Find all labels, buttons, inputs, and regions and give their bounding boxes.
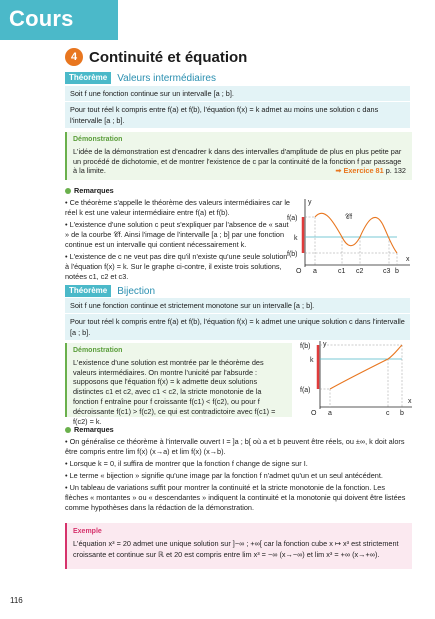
- demonstration-header: Démonstration: [73, 347, 123, 354]
- remarks-header: Remarques: [74, 186, 114, 195]
- theorem-statement-1: Soit f une fonction continue sur un intervalle [a ; b].: [70, 89, 234, 98]
- remark-item: • Le terme « bijection » signifie qu'une image par la fonction f n'admet qu'un et un seul antécédent.: [65, 471, 383, 480]
- graph2-axis-x: x: [408, 398, 412, 405]
- graph2-label-origin: O: [311, 410, 317, 417]
- theorem-badge: Théorème: [65, 72, 111, 84]
- theorem-heading: [65, 72, 216, 84]
- graph2-label-fb: f(b): [300, 343, 311, 350]
- remark-item: • Ce théorème s'appelle le théorème des valeurs intermédiaires car le réel k est une valeur intermédiaire entre f(a) et f(b).: [65, 198, 290, 217]
- theorem-badge: Théorème: [65, 285, 111, 297]
- demonstration-text: L'idée de la démonstration est d'encadrer k dans des intervalles d'amplitude de plus en plus petite par un procédé de dichotomie, et de montrer l'existence de c par la continuité de la fonction f par passage à la limite.: [73, 146, 402, 176]
- graph1-axis-y: y: [308, 199, 312, 206]
- graph1-label-c2: c2: [356, 268, 364, 275]
- theorem-name: Bijection: [117, 285, 156, 297]
- theorem-statement-1: Soit f une fonction continue et strictement monotone sur un intervalle [a ; b].: [70, 301, 315, 310]
- graph2-label-a: a: [328, 410, 332, 417]
- remark-item: • Lorsque k = 0, il suffira de montrer que la fonction f change de signe sur I.: [65, 459, 308, 468]
- page-number: 116: [10, 596, 23, 605]
- example-box: [65, 523, 412, 569]
- graph1-label-fb: f(b): [287, 251, 298, 258]
- graph2-label-k: k: [310, 357, 314, 364]
- theorem-statement-2: Pour tout réel k compris entre f(a) et f(b), l'équation f(x) = k admet au moins une solution c dans l'intervalle [a ; b].: [65, 101, 410, 128]
- chapter-title: Continuité et équation: [89, 48, 248, 66]
- graph1-curve-label: 𝒞f: [345, 214, 353, 221]
- theorem-statement-2: Pour tout réel k compris entre f(a) et f(b), l'équation f(x) = k admet une unique solution c dans l'intervalle [a ; b].: [65, 313, 410, 340]
- graph1-axis-x: x: [406, 256, 410, 263]
- exercise-label: Exercice 81: [343, 166, 384, 176]
- graph2-label-b: b: [400, 410, 404, 417]
- remarks-section: [65, 186, 290, 282]
- remark-item: • Un tableau de variations suffit pour montrer la continuité et la stricte monotonie de la fonction. Les flèches « montantes » ou « descendantes » indiquent la continuité et la monotonie qui doivent être listées comme hypothèses dans la rédaction de la démonstration.: [65, 483, 406, 512]
- graph-intermediate-values: [285, 195, 415, 275]
- banner-label: Cours: [9, 6, 74, 31]
- demonstration-box: [65, 343, 292, 426]
- remark-item: • On généralise ce théorème à l'intervalle ouvert I = ]a ; b[ où a et b peuvent être réels, ou ±∞, k doit alors être compris entre lim f(x) (x→a) et lim f(x) (x→b).: [65, 437, 405, 456]
- theorem-name: Valeurs intermédiaires: [117, 72, 216, 84]
- remarks-section: [65, 425, 410, 513]
- graph1-label-origin: O: [296, 268, 302, 275]
- exercise-link[interactable]: ➡ Exercice 81 p. 132: [335, 166, 406, 176]
- example-line-2: croissante et continue sur ℝ et 20 est compris entre lim x³ = −∞ (x→−∞) et lim x³ = +∞ (x→+∞).: [73, 550, 380, 559]
- theorem-heading: [65, 285, 155, 297]
- remark-item: • L'existence d'une solution c peut s'expliquer par l'absence de « saut » de la courbe 𝒞f. Ainsi l'image de l'intervalle [a ; b] par une fonction continue est un intervalle qui contient nécessairement k.: [65, 220, 289, 249]
- graph1-label-k: k: [294, 235, 298, 242]
- chapter-number: 4: [65, 48, 83, 66]
- remark-item: • L'existence de c ne veut pas dire qu'il n'existe qu'une seule solution à l'équation f(x) = k. Sur le graphe ci-contre, il existe trois solutions, notées c1, c2 et c3.: [65, 252, 288, 281]
- section-banner: [0, 0, 118, 40]
- arrow-circle-icon: [65, 427, 71, 433]
- demonstration-header: Démonstration: [73, 136, 123, 143]
- example-line-1: L'équation x³ = 20 admet une unique solution sur ]−∞ ; +∞[ car la fonction cube x ↦ x³ est strictement: [73, 539, 399, 548]
- exercise-page: p. 132: [385, 166, 406, 176]
- theorem-box: [65, 298, 410, 340]
- demonstration-text: L'existence d'une solution est montrée par le théorème des valeurs intermédiaires. On montre l'unicité par l'absurde : supposons que l'équation f(x) = k admette deux solutions distinctes c1 et c2, avec c1 < c2, la stricte monotonie de la fonction f entraîne pour f croissante f(c1) < f(c2), ou pour f décroissante f(c1) > f(c2), ce qui est contradictoire avec f(c1) = f(c2) = k.: [73, 357, 276, 426]
- graph2-axis-y: y: [323, 341, 327, 348]
- chapter-heading: [65, 48, 247, 66]
- graph-bijection: [298, 337, 416, 419]
- demonstration-box: [65, 132, 412, 180]
- graph1-label-a: a: [313, 268, 317, 275]
- graph1-label-b: b: [395, 268, 399, 275]
- graph1-label-c3: c3: [383, 268, 391, 275]
- example-header: Exemple: [73, 528, 102, 535]
- arrow-circle-icon: [65, 188, 71, 194]
- graph2-label-fa: f(a): [300, 387, 311, 394]
- graph2-label-c: c: [386, 410, 390, 417]
- remarks-header: Remarques: [74, 425, 114, 434]
- graph1-label-fa: f(a): [287, 215, 298, 222]
- theorem-box: [65, 86, 410, 128]
- graph1-label-c1: c1: [338, 268, 346, 275]
